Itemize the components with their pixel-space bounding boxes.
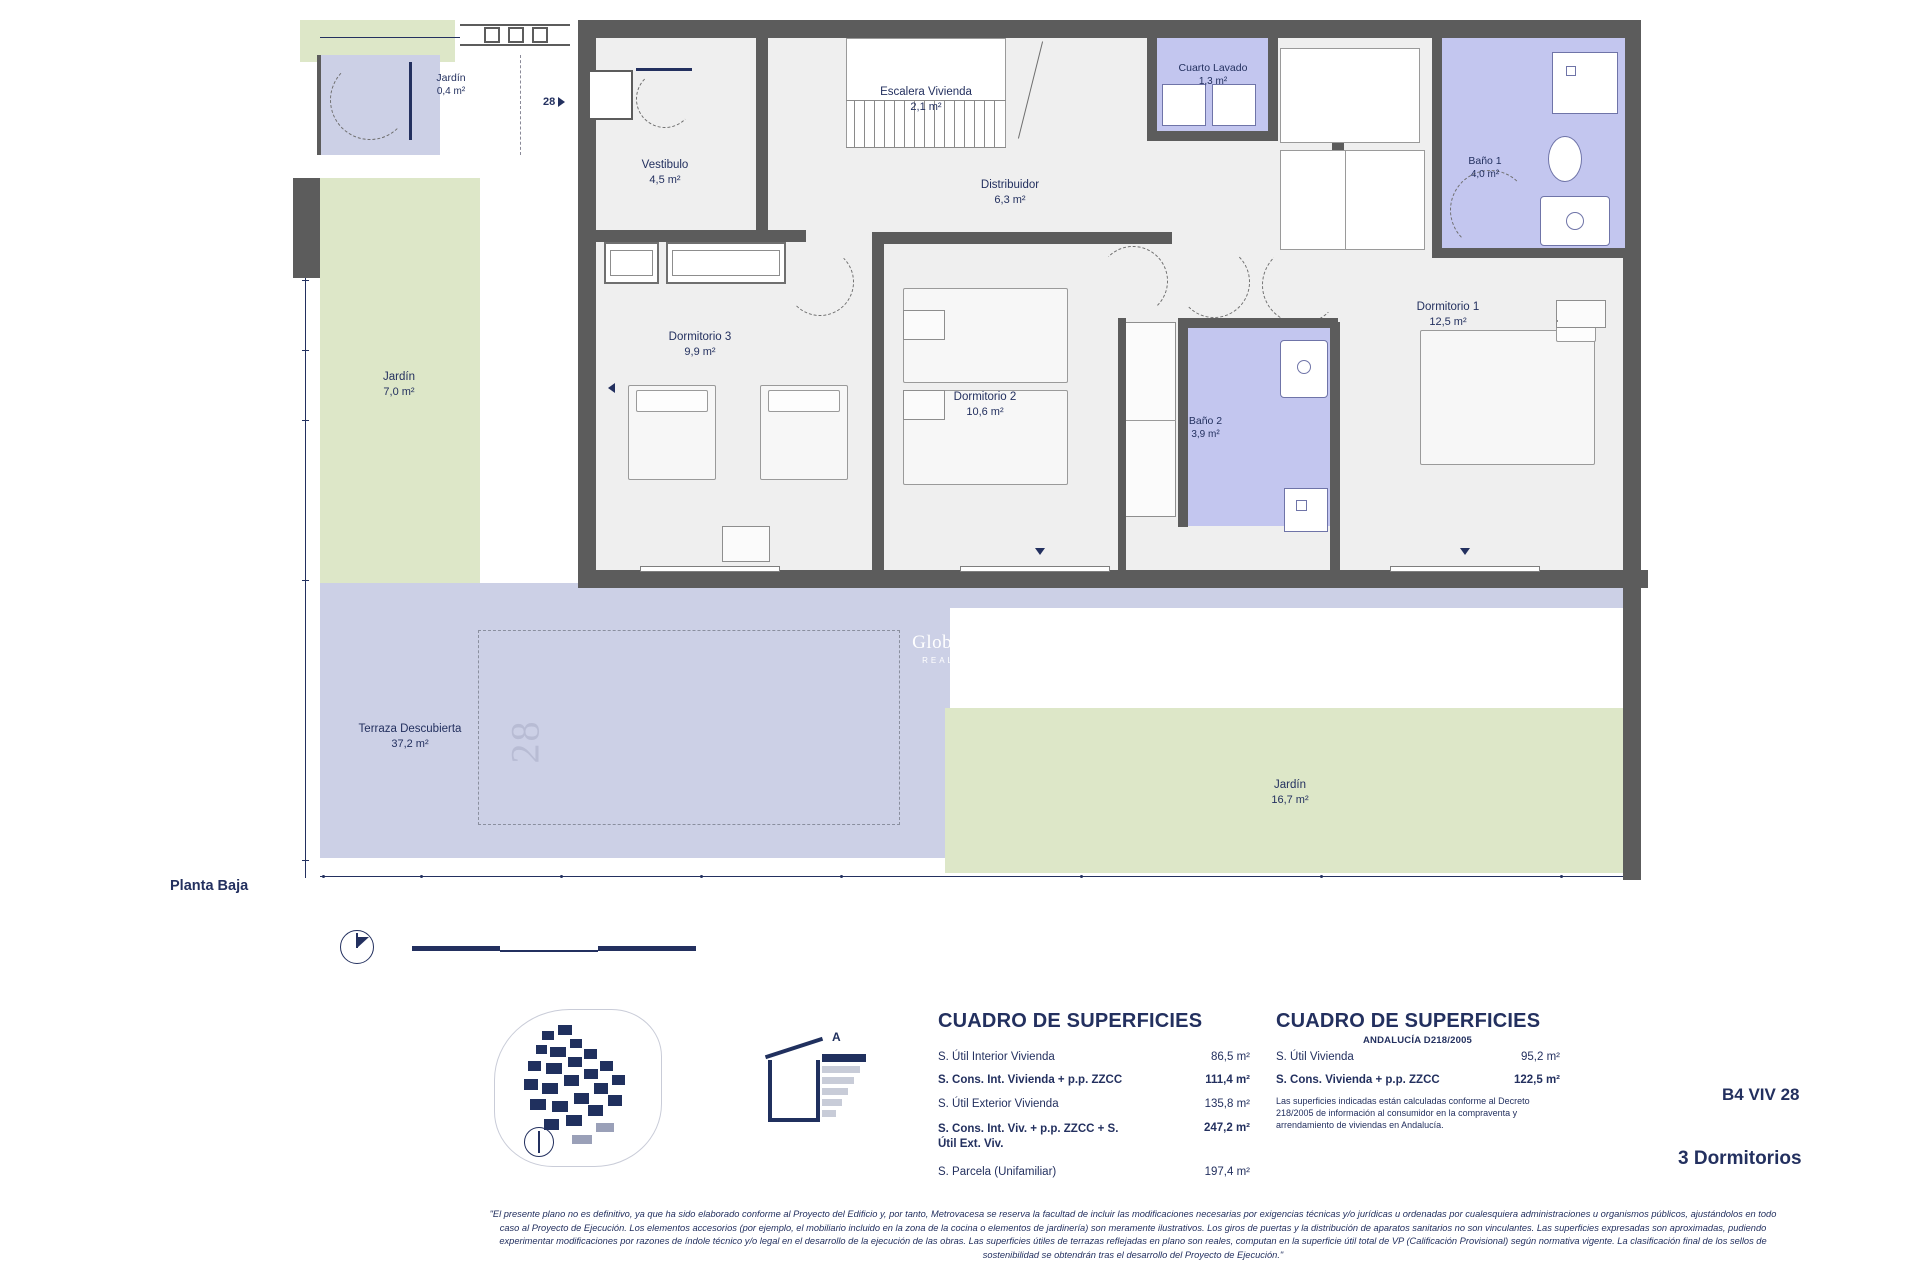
bano1-door-swing <box>1450 170 1530 250</box>
wall-laundry-left <box>1147 38 1157 138</box>
exterior-wall-bottom-mid <box>578 570 1648 588</box>
wall-bano2-top <box>1178 318 1338 328</box>
bano1-shower-drain-icon <box>1566 66 1576 76</box>
table1-row-value: 86,5 m² <box>1211 1051 1250 1063</box>
room-area: 16,7 m² <box>1271 794 1309 806</box>
dormitorio1-window <box>1390 566 1540 572</box>
scale-bar-segment-2 <box>500 950 598 952</box>
dimension-dot <box>560 875 563 878</box>
room-label-distribuidor <box>935 178 1085 208</box>
bano1-toilet <box>1548 136 1582 182</box>
watermark <box>840 632 1090 665</box>
dimension-tick <box>302 860 309 861</box>
wall-bano2-right <box>1330 322 1340 572</box>
scale-bar-segment-1 <box>412 946 500 951</box>
dormitorio3-nightstand <box>722 526 770 562</box>
dimension-tick <box>302 280 309 281</box>
room-area: 9,9 m² <box>684 346 716 358</box>
watermark-subtitle: REAL ESTATE <box>922 656 1008 665</box>
site-block-secondary <box>572 1135 592 1144</box>
unit-big-number: 28 <box>502 719 548 764</box>
bano2-sink-basin-icon <box>1297 360 1311 374</box>
site-block <box>568 1057 582 1067</box>
wall-vestibule-east <box>756 38 768 238</box>
vestibule-front-door <box>588 70 633 120</box>
house-outline <box>768 1060 820 1122</box>
room-name: Cuarto Lavado <box>1178 62 1248 74</box>
room-name: Jardín <box>383 371 415 383</box>
dimension-dot <box>1560 875 1563 878</box>
room-label-escalera <box>826 85 1026 115</box>
dormitorio2-window-arrow-icon <box>1035 548 1045 555</box>
gate-rail <box>460 24 570 26</box>
site-block <box>564 1075 579 1086</box>
dimension-dot <box>1320 875 1323 878</box>
floor-label: Planta Baja <box>170 878 249 894</box>
site-block <box>530 1099 546 1110</box>
dormitorio2-nightstand <box>903 310 945 340</box>
exterior-wall-left-stub <box>578 45 598 585</box>
table1-row-value: 135,8 m² <box>1204 1098 1250 1110</box>
site-block <box>542 1031 554 1040</box>
room-name: Dormitorio 1 <box>1416 301 1480 313</box>
table1-title: CUADRO DE SUPERFICIES <box>938 1010 1203 1032</box>
dormitorio2-window <box>960 566 1110 572</box>
room-label-cuarto-lavado <box>1152 62 1274 88</box>
scale-bar-segment-3 <box>598 946 696 951</box>
wall-vestibule-south <box>596 230 806 242</box>
room-name: Escalera Vivienda <box>880 86 972 98</box>
closet-box-right-inner <box>672 250 780 276</box>
wall-dorm2-west <box>872 232 884 577</box>
room-label-jardin-left <box>344 370 454 400</box>
site-block <box>536 1045 547 1054</box>
table2-row-label: S. Útil Vivienda <box>1276 1051 1354 1063</box>
room-label-terraza <box>320 722 500 752</box>
table1-row-value: 197,4 m² <box>1204 1166 1250 1178</box>
room-area: 1,3 m² <box>1198 76 1228 87</box>
party-wall-right-lower <box>1623 565 1641 880</box>
room-area: 12,5 m² <box>1429 316 1467 328</box>
site-block <box>584 1049 597 1059</box>
dimension-dot <box>420 875 423 878</box>
dormitorio3-access-arrow-icon <box>608 383 615 393</box>
dimension-dot <box>840 875 843 878</box>
wall-dorm2-east <box>1118 318 1126 576</box>
house-roof-icon <box>765 1037 823 1059</box>
north-indicator <box>340 930 374 964</box>
room-label-jardin-small <box>403 72 499 98</box>
table1-row-label: S. Cons. Int. Vivienda + p.p. ZZCC <box>938 1074 1123 1086</box>
room-name: Jardín <box>436 72 466 84</box>
wall-laundry-bottom <box>1147 131 1278 141</box>
table1-row-label: S. Útil Exterior Vivienda <box>938 1098 1059 1110</box>
site-block <box>546 1063 562 1074</box>
dormitorio1-nightstand <box>1556 300 1606 328</box>
site-block <box>570 1039 582 1048</box>
dormitorio3-window <box>640 566 780 572</box>
north-wedge-icon <box>357 937 369 948</box>
site-block <box>600 1061 613 1071</box>
plot-boundary-left <box>305 178 306 878</box>
room-area: 2,1 m² <box>910 101 942 113</box>
table2-subtitle: ANDALUCÍA D218/2005 <box>1363 1035 1473 1046</box>
wall-bano1-left <box>1432 38 1442 253</box>
room-area: 0,4 m² <box>436 86 466 97</box>
site-block <box>552 1101 568 1112</box>
dormitorio3-door-swing <box>786 248 854 316</box>
site-block <box>558 1025 572 1035</box>
table2-note: Las superficies indicadas están calculadas conforme al Decreto 218/2005 de información al consumidor en la compraventa y arrendamiento de viviendas en Andalucía. <box>1276 1096 1530 1130</box>
wall-laundry-right <box>1268 38 1278 138</box>
orientation-house-icon <box>760 1020 870 1130</box>
closet-box-inner <box>610 250 653 276</box>
site-block <box>528 1061 541 1071</box>
bano2-door-swing <box>1178 246 1250 318</box>
table1-row-label: S. Parcela (Unifamiliar) <box>938 1166 1057 1178</box>
site-block <box>550 1047 566 1057</box>
laundry-machine-right <box>1212 84 1256 126</box>
gate-post <box>484 27 500 43</box>
bano1-shower-tray <box>1552 52 1618 114</box>
dimension-dot <box>700 875 703 878</box>
room-name: Baño 2 <box>1188 415 1223 427</box>
exterior-wall-top <box>578 20 1641 38</box>
table2-title: CUADRO DE SUPERFICIES <box>1276 1010 1541 1032</box>
dimension-dot <box>1080 875 1083 878</box>
unit-code: B4 VIV 28 <box>1722 1085 1800 1104</box>
room-area: 37,2 m² <box>391 738 429 750</box>
site-block <box>594 1083 608 1094</box>
dormitorio3-pillow-left <box>636 390 708 412</box>
site-block-secondary <box>596 1123 614 1132</box>
site-block <box>574 1093 589 1104</box>
entry-axis-dashed <box>520 55 521 155</box>
dimension-tick <box>302 420 309 421</box>
house-steps-icon <box>822 1054 866 1120</box>
plot-boundary-top <box>320 37 460 38</box>
gate-post <box>532 27 548 43</box>
table1-row-label: S. Cons. Int. Viv. + p.p. ZZCC + S. Útil Ext. Viv. <box>938 1123 1119 1150</box>
table1-row-value: 247,2 m² <box>1203 1122 1250 1134</box>
gate-post <box>508 27 524 43</box>
room-area: 4,5 m² <box>649 174 681 186</box>
room-label-vestibulo <box>600 158 730 188</box>
room-area: 3,9 m² <box>1191 429 1220 440</box>
bano1-sink-basin-icon <box>1566 212 1584 230</box>
orientation-letter: A <box>832 1030 841 1044</box>
dormitorio3-pillow-right <box>768 390 840 412</box>
room-area: 4,0 m² <box>1470 169 1500 180</box>
site-block <box>542 1083 558 1094</box>
site-block <box>566 1115 582 1126</box>
bano2-shower-drain-icon <box>1296 500 1307 511</box>
room-name: Jardín <box>1274 779 1306 791</box>
site-block <box>524 1079 538 1090</box>
dormitorio1-wardrobe <box>1556 320 1558 322</box>
unit-marker-arrow-icon <box>558 97 565 107</box>
room-label-dormitorio2 <box>900 390 1070 420</box>
entry-wall-left <box>317 55 321 155</box>
site-block <box>588 1105 603 1116</box>
dormitorio1-window-arrow-icon <box>1460 548 1470 555</box>
dimension-tick <box>302 580 309 581</box>
dimension-dot <box>322 875 325 878</box>
closet-top-right <box>1280 48 1420 143</box>
site-key-plan <box>488 1005 668 1170</box>
site-north-needle-icon <box>538 1131 540 1153</box>
room-label-dormitorio3 <box>620 330 780 360</box>
table1-row-label: S. Útil Interior Vivienda <box>938 1051 1055 1063</box>
table2-row-label: S. Cons. Vivienda + p.p. ZZCC <box>1276 1074 1440 1086</box>
room-name: Dormitorio 3 <box>668 331 732 343</box>
vestibule-door-leaf <box>636 68 692 71</box>
closet-right-mid-2 <box>1345 150 1425 250</box>
room-name: Distribuidor <box>980 179 1040 191</box>
room-label-bano2 <box>1158 415 1253 441</box>
room-label-dormitorio1 <box>1378 300 1518 330</box>
wall-distribuidor-south <box>872 232 1172 244</box>
room-area: 6,3 m² <box>994 194 1026 206</box>
entry-door-swing <box>330 60 410 140</box>
wall-bano1-bottom <box>1432 248 1627 258</box>
room-label-jardin-bottom <box>1220 778 1360 808</box>
vestibule-door-swing <box>636 70 694 128</box>
room-area: 7,0 m² <box>383 386 415 398</box>
gate-rail-lower <box>460 44 570 46</box>
dormitorio1-door-swing <box>1262 246 1340 324</box>
party-wall-left <box>293 178 320 278</box>
watermark-title: Global Spain <box>912 632 1018 653</box>
dimension-tick <box>302 350 309 351</box>
table2-row-value: 95,2 m² <box>1521 1051 1560 1063</box>
unit-bedrooms: 3 Dormitorios <box>1678 1148 1802 1169</box>
site-block <box>608 1095 622 1106</box>
plot-boundary-bottom <box>320 876 1640 877</box>
site-block <box>612 1075 625 1085</box>
laundry-machine-left <box>1162 84 1206 126</box>
site-block <box>584 1069 598 1079</box>
room-name: Dormitorio 2 <box>953 391 1017 403</box>
legal-disclaimer: "El presente plano no es definitivo, ya que ha sido elaborado conforme al Proyecto del Edificio y, por tanto, Metrovacesa se reserva la facultad de incluir las modificaciones necesarias por exigencias técnicas y/o jurídicas u ordenadas por cualesquiera administraciones u organismos públicos, ajustándolos en todo caso al Proyecto de Ejecución. Los elementos accesorios (por ejemplo, el mobiliario incluido en la zona de la cocina o elementos de jardinería) son meramente ilustrativos. Los giros de puertas y la distribución de aparatos sanitarios no son vinculantes. Las superficies expresadas son aproximadas, pudiendo experimentar modificaciones por razones de índole técnico y/o legal en el desarrollo de la ejecución de las obras. Las superficies útiles de terrazas reflejadas en plano son reales, computan en la superficie útil total de VP (Calificación Provisional) según normativa vigente. La clasificación final de los sellos de sostenibilidad se obtendrán tras el desarrollo del Proyecto de Ejecución." <box>489 1209 1777 1260</box>
dormitorio1-bed <box>1420 330 1595 465</box>
room-name: Vestibulo <box>641 159 689 171</box>
room-area: 10,6 m² <box>966 406 1004 418</box>
room-name: Terraza Descubierta <box>358 723 462 735</box>
dormitorio2-door-swing <box>1098 246 1168 316</box>
unit-marker-label: 28 <box>543 96 556 108</box>
table1-row-value: 111,4 m² <box>1205 1074 1250 1086</box>
room-label-bano1 <box>1440 155 1530 181</box>
table2-row-value: 122,5 m² <box>1513 1074 1560 1086</box>
room-name: Baño 1 <box>1468 155 1502 167</box>
